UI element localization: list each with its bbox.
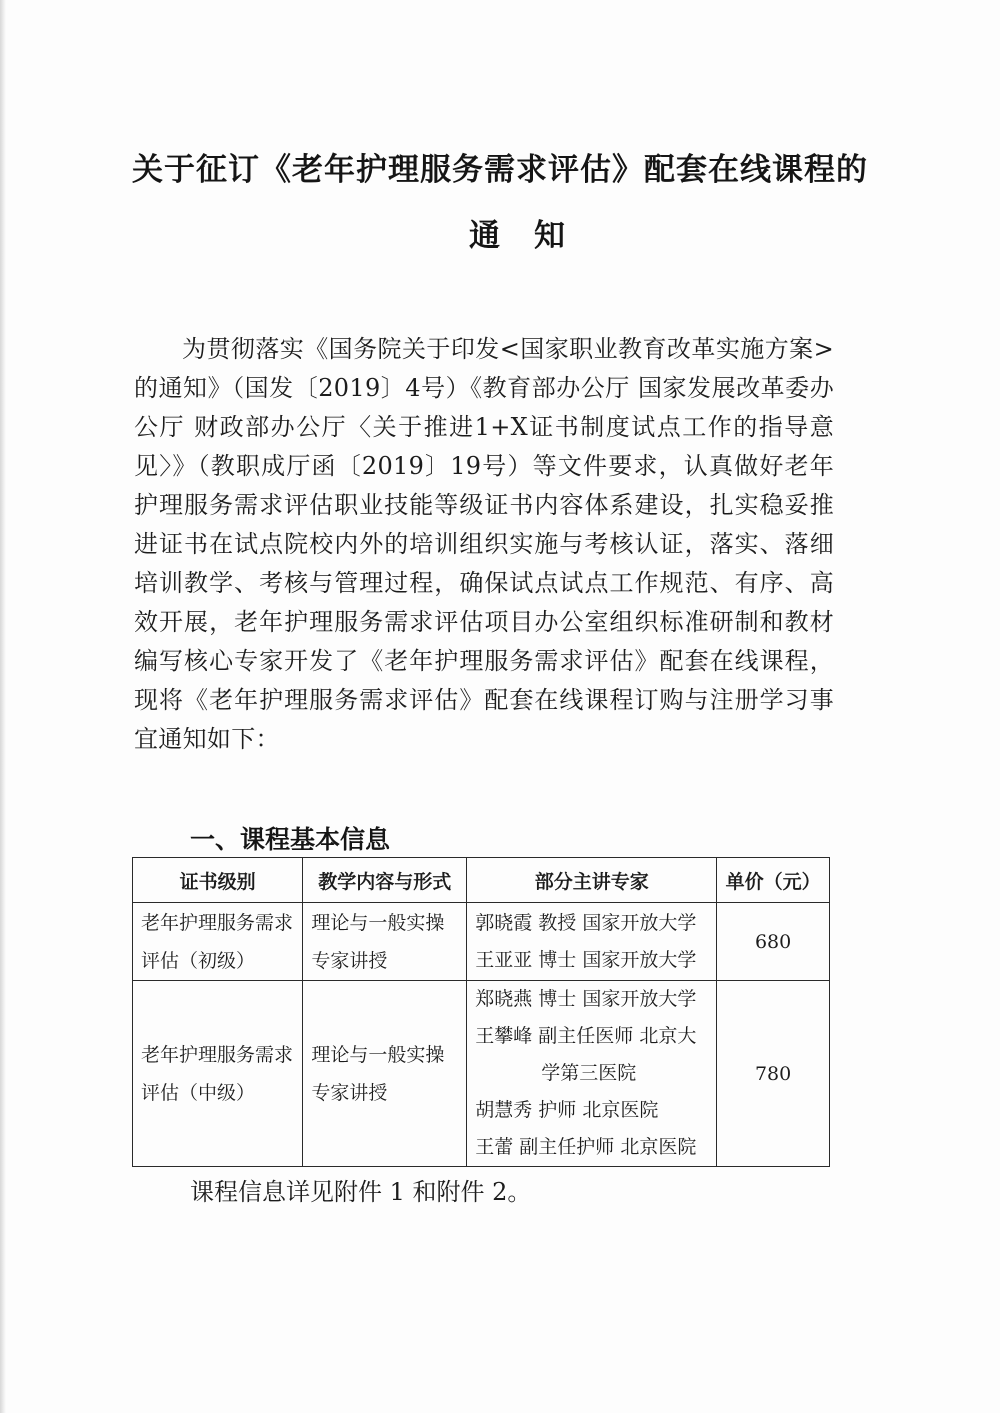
teaching-content-cell <box>303 981 467 1167</box>
expert-entry: 郭晓霞 教授 国家开放大学 <box>475 911 697 934</box>
document-title-notice: 通知 <box>469 218 599 254</box>
unit-price-cell: 780 <box>717 981 830 1167</box>
expert-entry: 王亚亚 博士 国家开放大学 <box>475 948 697 971</box>
section-heading: 一、课程基本信息 <box>190 825 391 854</box>
header-unit-price: 单价（元） <box>717 858 830 903</box>
intro-paragraph: 为贯彻落实《国务院关于印发<国家职业教育改革实施方案>的通知》（国发〔2019〕4号）《教育部办公厅 国家发展改革委办公厅 财政部办公厅〈关于推进1+X证书制度试点工作的指导意见〉》（教职成厅函〔2019〕19号）等文件要求，认真做好老年护理服务需求评估职业技能等级证书内容体系建设，扎实稳妥推进证书在试点院校内外的培训组织实施与考核认证，落实、落细培训教学、考核与管理过程，确保试点试点工作规范、有序、高效开展，老年护理服务需求评估项目办公室组织标准研制和教材编写核心专家开发了《老年护理服务需求评估》配套在线课程，现将《老年护理服务需求评估》配套在线课程订购与注册学习事宜通知如下： <box>134 335 834 753</box>
content-line: 理论与一般实操 <box>311 1043 445 1066</box>
content-line: 专家讲授 <box>311 949 388 972</box>
cert-level-cell: 老年护理服务需求评估（中级） <box>133 981 303 1167</box>
header-cert-level: 证书级别 <box>133 858 303 903</box>
table-row <box>133 981 830 1167</box>
unit-price-cell: 680 <box>717 903 830 981</box>
expert-entry: 王攀峰 副主任医师 北京大 <box>475 1025 697 1047</box>
content-line: 专家讲授 <box>311 1081 388 1104</box>
course-info-table <box>132 857 830 1167</box>
teaching-content-cell <box>303 903 467 981</box>
expert-entry: 胡慧秀 护师 北京医院 <box>475 1099 659 1121</box>
cert-level-cell: 老年护理服务需求评估（初级） <box>133 903 303 981</box>
header-teaching-content: 教学内容与形式 <box>303 858 467 903</box>
table-header-row <box>133 858 830 903</box>
content-line: 理论与一般实操 <box>311 911 445 934</box>
footnote: 课程信息详见附件 1 和附件 2。 <box>190 1178 532 1206</box>
table-row <box>133 903 830 981</box>
experts-cell <box>467 903 717 981</box>
expert-entry: 郑晓燕 博士 国家开放大学 <box>475 988 697 1010</box>
intro-paragraph-block <box>134 330 834 759</box>
experts-cell <box>467 981 717 1167</box>
document-title: 关于征订《老年护理服务需求评估》配套在线课程的 <box>132 152 868 188</box>
expert-entry-continuation: 学第三医院 <box>541 1062 637 1084</box>
expert-entry: 王蕾 副主任护师 北京医院 <box>475 1136 697 1158</box>
header-experts: 部分主讲专家 <box>467 858 717 903</box>
